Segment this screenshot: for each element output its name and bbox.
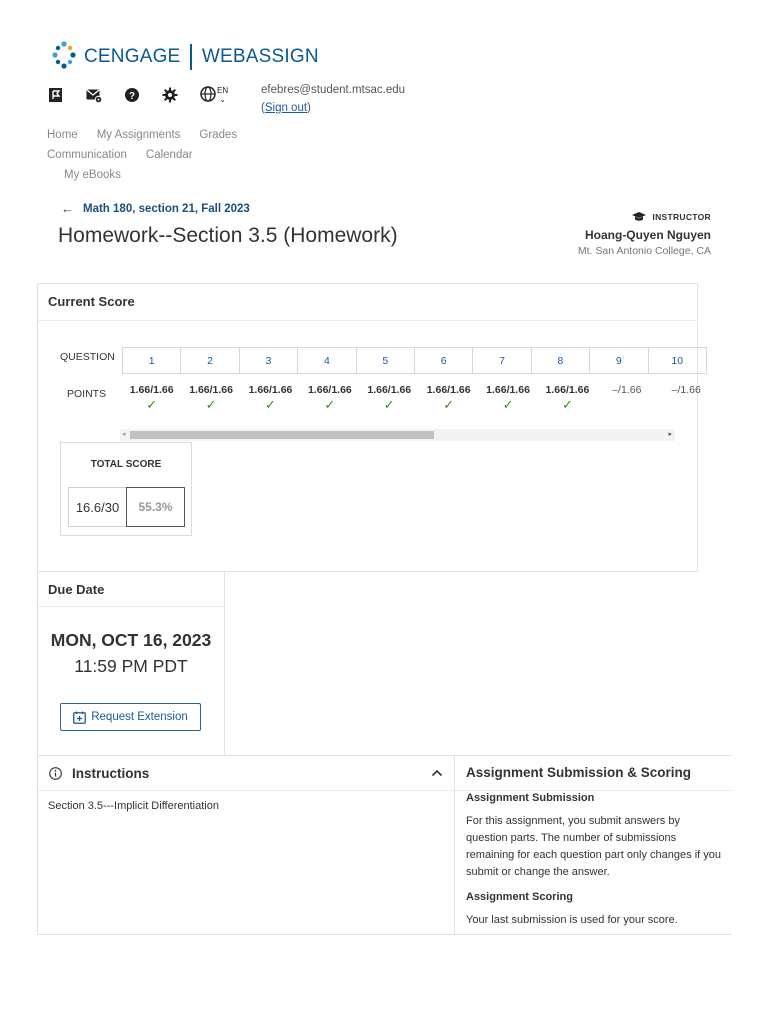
nav-calendar[interactable]: Calendar (145, 149, 193, 161)
scoring-text: Your last submission is used for your score. (466, 914, 678, 926)
nav-home[interactable]: Home (47, 129, 78, 141)
checkmark-icon: ✓ (502, 397, 514, 412)
points-cell (122, 384, 181, 412)
cengage-webassign-logo[interactable] (50, 42, 319, 72)
nav-my-ebooks[interactable]: My eBooks (64, 169, 121, 181)
instructions-text: Section 3.5---Implicit Differentiation (48, 800, 219, 812)
due-date: MON, OCT 16, 2023 (50, 630, 212, 650)
checkmark-icon: ✓ (324, 397, 336, 412)
points-value: 1.66/1.66 (307, 384, 352, 396)
back-to-course-link[interactable] (61, 201, 250, 216)
points-cell (657, 384, 716, 412)
main-nav (47, 125, 256, 185)
graduation-cap-icon (632, 212, 646, 222)
globe-icon (200, 86, 216, 102)
language-selector[interactable] (200, 86, 228, 104)
request-extension-label: Request Extension (91, 711, 188, 723)
question-link[interactable]: 10 (648, 347, 707, 374)
checkmark-icon: ✓ (265, 397, 276, 412)
flag-icon[interactable] (48, 87, 64, 103)
points-value: –/1.66 (671, 384, 701, 396)
points-value: 1.66/1.66 (545, 384, 590, 396)
scoring-subheading: Assignment Scoring (466, 891, 573, 903)
user-email: efebres@student.mtsac.edu (261, 84, 406, 96)
info-icon (49, 767, 62, 780)
toolbar (48, 86, 228, 104)
points-cell (419, 384, 478, 412)
checkmark-icon: ✓ (146, 397, 158, 412)
current-score-heading: Current Score (38, 284, 697, 321)
points-value: 1.66/1.66 (367, 384, 412, 396)
points-cells (122, 384, 701, 412)
points-cell (181, 384, 240, 412)
paren-open: ( (261, 102, 265, 114)
sign-out-link[interactable]: Sign out (264, 102, 308, 114)
points-value: 1.66/1.66 (129, 384, 174, 396)
chevron-down-icon: ⌄ (219, 95, 226, 104)
points-cell (478, 384, 537, 412)
scroll-right-icon[interactable]: ▸ (668, 431, 672, 438)
user-info (261, 81, 405, 117)
instructor-name: Hoang-Quyen Nguyen (584, 228, 711, 242)
svg-text:?: ? (128, 91, 136, 102)
question-link[interactable]: 2 (180, 347, 239, 374)
gear-icon[interactable] (162, 87, 178, 103)
total-score-label: TOTAL SCORE (90, 459, 162, 470)
due-date-card (37, 571, 225, 756)
question-link[interactable]: 7 (472, 347, 531, 374)
points-value: 1.66/1.66 (248, 384, 293, 396)
instructor-role-label: INSTRUCTOR (652, 212, 711, 222)
checkmark-icon: ✓ (443, 397, 455, 412)
page-title: Homework--Section 3.5 (Homework) (58, 224, 398, 247)
checkmark-icon: ✓ (205, 397, 217, 412)
nav-my-assignments[interactable]: My Assignments (96, 129, 181, 141)
question-link[interactable]: 3 (239, 347, 298, 374)
instructions-header[interactable] (38, 756, 454, 791)
points-cell (538, 384, 597, 412)
points-value: –/1.66 (612, 384, 642, 396)
instructor-school: Mt. San Antonio College, CA (577, 245, 711, 257)
question-link[interactable]: 4 (297, 347, 356, 374)
points-cell (300, 384, 359, 412)
due-date-heading: Due Date (38, 572, 224, 607)
instructor-role (578, 212, 711, 222)
points-value: 1.66/1.66 (426, 384, 471, 396)
instructions-card (37, 755, 455, 935)
calendar-plus-icon (73, 711, 86, 724)
nav-grades[interactable]: Grades (199, 129, 238, 141)
points-value: 1.66/1.66 (189, 384, 233, 396)
brand-webassign: WEBASSIGN (201, 46, 319, 67)
due-time: 11:59 PM PDT (74, 656, 188, 676)
total-score-box (60, 442, 192, 536)
question-cells (122, 347, 684, 374)
instructor-info (578, 212, 711, 257)
submission-text: For this assignment, you submit answers by question parts. The number of submissions remaining for each question part only changes if you submit or change the answer. (466, 815, 721, 878)
logo-divider (190, 44, 192, 70)
chevron-up-icon (431, 769, 443, 777)
points-value: 1.66/1.66 (486, 384, 530, 396)
submission-subheading: Assignment Submission (466, 792, 595, 804)
mail-settings-icon[interactable] (86, 87, 102, 103)
paren-close: ) (307, 102, 311, 114)
total-score-percent: 55.3% (126, 487, 185, 527)
current-score-card (37, 283, 701, 572)
question-link[interactable]: 9 (589, 347, 648, 374)
course-name: Math 180, section 21, Fall 2023 (83, 202, 250, 215)
help-icon[interactable] (124, 87, 140, 103)
points-cell (241, 384, 300, 412)
horizontal-scrollbar[interactable] (120, 429, 675, 441)
checkmark-icon: ✓ (561, 397, 573, 412)
instructions-heading: Instructions (72, 765, 150, 781)
language-code: EN (217, 86, 229, 95)
submission-scoring-card (454, 755, 732, 935)
total-score-value: 16.6/30 (68, 487, 127, 527)
cengage-logo-icon (50, 40, 78, 75)
request-extension-button[interactable] (60, 703, 201, 731)
scroll-left-icon[interactable]: ◂ (122, 431, 126, 438)
points-label: POINTS (67, 388, 107, 400)
question-link[interactable]: 6 (414, 347, 473, 374)
checkmark-icon: ✓ (383, 397, 395, 412)
scrollbar-thumb[interactable] (130, 431, 434, 439)
question-link[interactable]: 8 (531, 347, 590, 374)
points-cell (597, 384, 656, 412)
arrow-left-icon: ← (61, 201, 74, 216)
points-cell (360, 384, 419, 412)
submission-scoring-heading: Assignment Submission & Scoring (455, 756, 732, 791)
question-link[interactable]: 1 (122, 347, 181, 374)
nav-communication[interactable]: Communication (47, 149, 127, 161)
question-label: QUESTION (60, 351, 115, 363)
brand-cengage: CENGAGE (84, 46, 181, 67)
question-link[interactable]: 5 (356, 347, 415, 374)
